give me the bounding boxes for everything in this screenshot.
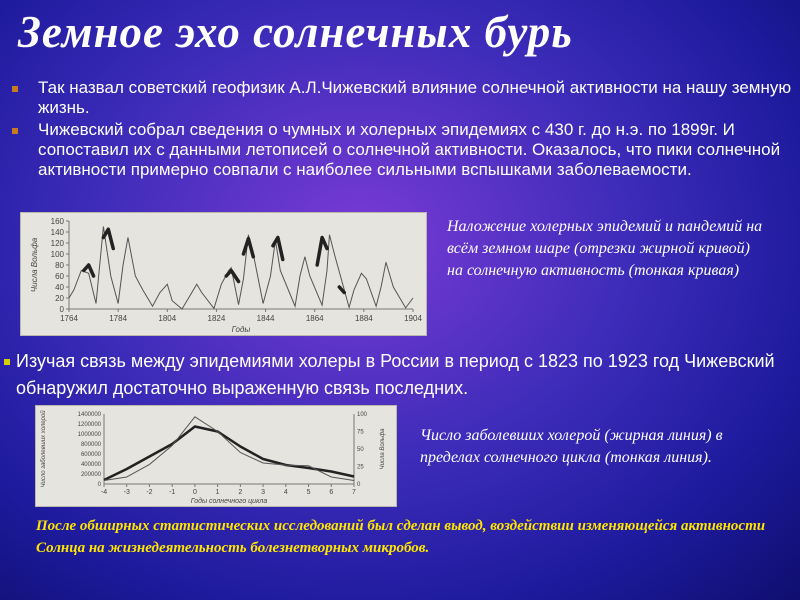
x-tick-label: 6 bbox=[329, 489, 334, 496]
x-tick-label: 1864 bbox=[305, 314, 324, 323]
y-tick-label: 100 bbox=[50, 250, 64, 259]
bullet-item bbox=[10, 120, 795, 180]
y-tick-label: 800000 bbox=[80, 442, 101, 448]
chart2-svg bbox=[36, 406, 396, 506]
x-tick-label: 2 bbox=[238, 489, 243, 496]
y-tick-label: 60 bbox=[55, 272, 64, 281]
y-right-tick-label: 50 bbox=[357, 447, 364, 453]
y-right-tick-label: 100 bbox=[357, 412, 368, 418]
y-tick-label: 0 bbox=[97, 482, 101, 488]
y-tick-label: 140 bbox=[50, 228, 64, 237]
chart-sunspot-epidemics bbox=[20, 212, 427, 336]
y-axis-label: Число заболевших холерой bbox=[41, 410, 47, 488]
x-tick-label: 4 bbox=[283, 489, 288, 496]
x-tick-label: -1 bbox=[169, 489, 176, 496]
y-tick-label: 160 bbox=[50, 217, 64, 226]
y-tick-label: 20 bbox=[55, 294, 64, 303]
y-tick-label: 1200000 bbox=[77, 422, 101, 428]
y-tick-label: 80 bbox=[55, 261, 64, 270]
chart1-svg bbox=[21, 213, 426, 335]
y-tick-label: 120 bbox=[50, 239, 64, 248]
y-tick-label: 400000 bbox=[80, 462, 101, 468]
y-tick-label: 600000 bbox=[80, 452, 101, 458]
series-cholera-cases bbox=[104, 427, 354, 481]
x-tick-label: -4 bbox=[100, 489, 108, 496]
series-solar-activity bbox=[69, 227, 413, 310]
series-solar-cycle bbox=[104, 417, 354, 481]
y-tick-label: 0 bbox=[59, 305, 64, 314]
x-tick-label: 1 bbox=[215, 489, 220, 496]
chart2-caption: Число заболевших холерой (жирная линия) в пределах солнечного цикла (тонкая линия). bbox=[420, 427, 723, 466]
y-tick-label: 40 bbox=[55, 283, 64, 292]
y-tick-label: 200000 bbox=[80, 472, 101, 478]
chart1-caption: Наложение холерных эпидемий и пандемий на всём земном шаре (отрезки жирной кривой) на солнечную активность (тонкая кривая) bbox=[447, 218, 763, 279]
series-epidemic-segment bbox=[317, 238, 327, 266]
x-tick-label: 1784 bbox=[109, 314, 128, 323]
series-epidemic-segment bbox=[243, 239, 253, 257]
x-axis-label: Годы bbox=[231, 325, 251, 334]
x-tick-label: -2 bbox=[146, 489, 153, 496]
y-right-tick-label: 25 bbox=[357, 464, 364, 471]
x-tick-label: 1844 bbox=[256, 314, 275, 323]
bullet-marker bbox=[4, 359, 10, 365]
x-tick-label: -3 bbox=[123, 489, 130, 496]
bullet-text: Так назвал советский геофизик А.Л.Чижевский влияние солнечной активности на нашу земную жизнь. bbox=[38, 78, 792, 117]
x-tick-label: 7 bbox=[352, 489, 356, 496]
x-tick-label: 1904 bbox=[404, 314, 422, 323]
middle-text: Изучая связь между эпидемиями холеры в России в период с 1823 по 1923 год Чижевский обнаружил достаточно выраженную связь последних. bbox=[16, 351, 775, 398]
y-right-axis-label: Числа Вольфа bbox=[380, 428, 386, 470]
bullet-marker bbox=[12, 86, 18, 92]
x-tick-label: 5 bbox=[306, 489, 311, 496]
middle-paragraph bbox=[4, 348, 794, 402]
x-tick-label: 1824 bbox=[207, 314, 226, 323]
y-tick-label: 1000000 bbox=[77, 432, 101, 438]
bullet-list bbox=[10, 78, 795, 182]
x-tick-label: 0 bbox=[192, 489, 197, 496]
y-right-tick-label: 75 bbox=[357, 429, 364, 436]
y-axis-label: Числа Вольфа bbox=[30, 237, 39, 293]
slide-title: Земное эхо солнечных бурь bbox=[18, 7, 573, 57]
x-tick-label: 1884 bbox=[354, 314, 373, 323]
chart-cholera-cycle bbox=[35, 405, 397, 507]
x-tick-label: 1804 bbox=[158, 314, 177, 323]
y-tick-label: 1400000 bbox=[77, 412, 101, 418]
bullet-marker bbox=[12, 128, 18, 134]
bullet-item bbox=[10, 78, 795, 118]
bullet-text: Чижевский собрал сведения о чумных и холерных эпидемиях с 430 г. до н.э. по 1899г. И сопоставил их с данными летописей о солнечной активности. Оказалось, что пики солнечной активности примерно совпали с наиболее сильными вспышками заболеваемости. bbox=[38, 120, 781, 179]
y-right-tick-label: 0 bbox=[357, 482, 361, 488]
x-axis-label: Годы солнечного цикла bbox=[190, 498, 268, 505]
x-tick-label: 3 bbox=[261, 489, 266, 496]
conclusion-text: После обширных статистических исследований был сделан вывод, воздействии изменяющейся активности Солнца на жизнедеятельность болезнетворных микробов. bbox=[36, 518, 766, 556]
x-tick-label: 1764 bbox=[60, 314, 78, 323]
